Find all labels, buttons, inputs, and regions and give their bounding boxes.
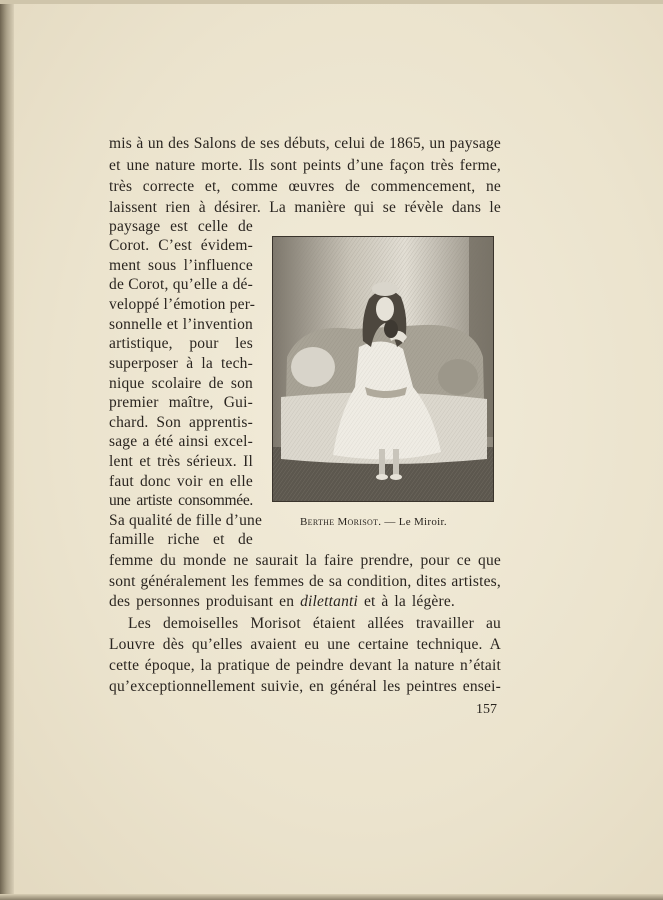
text-line: lent et très sérieux. Il <box>109 453 253 470</box>
page-number: 157 <box>476 702 497 717</box>
figure-caption <box>300 516 470 532</box>
text-line: très correcte et, comme œuvres de commencement, ne <box>109 178 501 195</box>
text-line: de Corot, qu’elle a dé- <box>109 276 253 293</box>
text-line: faut donc voir en elle <box>109 473 253 490</box>
text-line: famille riche et de <box>109 531 253 548</box>
text-span: des personnes produisant en <box>109 593 301 610</box>
italic-word: dilettanti <box>300 593 359 610</box>
text-span: et à la légère. <box>358 593 455 610</box>
text-line: superposer à la tech- <box>109 355 253 372</box>
text-line: Corot. C’est évidem- <box>109 237 253 254</box>
text-line: veloppé l’émotion per- <box>109 296 256 313</box>
text-line: sonnelle et l’invention <box>109 316 253 333</box>
text-line: artistique, pour les <box>109 335 253 352</box>
text-line: qu’exceptionnellement suivie, en général les peintres ensei- <box>109 678 501 695</box>
caption-title: Le Miroir. <box>398 516 447 528</box>
text-line: laissent rien à désirer. La manière qui se révèle dans le <box>109 199 501 216</box>
illustration-le-miroir <box>272 236 494 502</box>
book-gutter <box>0 0 14 900</box>
text-line: cette époque, la pratique de peindre devant la nature n’était <box>109 657 501 674</box>
text-line: ment sous l’influence <box>109 257 253 274</box>
text-line: chard. Son apprentis- <box>109 414 253 431</box>
text-line: Les demoiselles Morisot étaient allées travailler au <box>128 615 501 632</box>
page-top-edge <box>0 0 663 4</box>
text-line: femme du monde ne saurait la faire prendre, pour ce que <box>109 552 501 569</box>
engraving-image <box>273 237 493 501</box>
caption-artist: Berthe Morisot. <box>300 516 382 528</box>
text-line: premier maître, Gui- <box>109 394 253 411</box>
text-line: sage a été ainsi excel- <box>109 433 253 450</box>
text-line: sont généralement les femmes de sa condition, dites artistes, <box>109 573 501 590</box>
text-line: Louvre dès qu’elles avaient eu une certaine technique. A <box>109 636 501 653</box>
text-line: une artiste consommée. <box>109 492 253 509</box>
text-line: mis à un des Salons de ses débuts, celui de 1865, un paysage <box>109 135 501 152</box>
text-line: et une nature morte. Ils sont peints d’une façon très ferme, <box>109 157 501 174</box>
text-line: Sa qualité de fille d’une <box>109 512 263 529</box>
caption-separator: — <box>381 516 399 528</box>
text-line <box>109 592 455 611</box>
page-bottom-edge <box>0 894 663 900</box>
text-line: nique scolaire de son <box>109 375 253 392</box>
text-line: paysage est celle de <box>109 218 253 235</box>
